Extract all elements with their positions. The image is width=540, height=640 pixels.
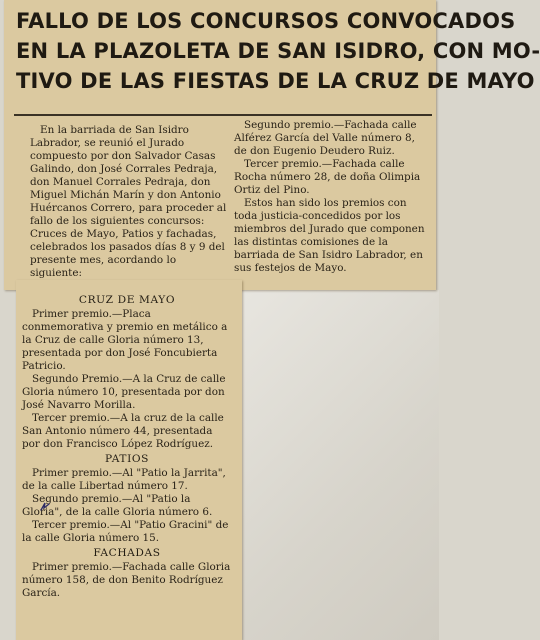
closing-paragraph: Estos han sido los premios con toda justicia-concedidos por los miembros del Jurado que componen las distintas comisiones de la barriada de San Isidro Labrador, en sus festejos de Mayo. bbox=[234, 197, 425, 274]
second-prize-facade: Segundo premio.—Fachada calle Alférez García del Valle número 8, de don Eugenio Deudero Ruiz. bbox=[234, 119, 417, 157]
patios-first-prize: Primer premio.—Al "Patio la Jarrita", de la calle Libertad número 17. bbox=[22, 467, 226, 492]
fachadas-first-prize: Primer premio.—Fachada calle Gloria número 158, de don Benito Rodríguez García. bbox=[22, 561, 231, 599]
intro-paragraph: En la barriada de San Isidro Labrador, se reunió el Jurado compuesto por don Salvador Casas Galindo, don José Corrales Pedraja, don Manuel Corrales Pedraja, don Miguel Michán Marín y don Antonio Huércanos Correro, para proceder al fallo de los siguientes concursos: Cruces de Mayo, Patios y fachadas, celebrados los pasados días 8 y 9 del presente mes, acordando lo siguiente: bbox=[30, 124, 227, 279]
cruz-second-prize: Segundo Premio.—A la Cruz de calle Gloria número 10, presentada por don José Navarro Morilla. bbox=[22, 373, 226, 411]
section-heading-patios: PATIOS bbox=[104, 453, 150, 465]
headline-line-3: TIVO DE LAS FIESTAS DE LA CRUZ DE MAYO bbox=[16, 69, 535, 93]
background-paper bbox=[232, 290, 439, 640]
headline-rule bbox=[14, 114, 432, 116]
prizes-column bbox=[22, 292, 232, 600]
section-heading-cruz: CRUZ DE MAYO bbox=[78, 294, 176, 306]
third-prize-facade: Tercer premio.—Fachada calle Rocha número 28, de doña Olimpia Ortiz del Pino. bbox=[234, 158, 421, 196]
section-heading-fachadas: FACHADAS bbox=[93, 547, 161, 559]
headline-line-1: FALLO DE LOS CONCURSOS CONVOCADOS bbox=[16, 9, 516, 33]
right-column bbox=[234, 119, 430, 275]
patios-third-prize: Tercer premio.—Al "Patio Gracini" de la calle Gloria número 15. bbox=[22, 519, 229, 544]
headline-line-2: EN LA PLAZOLETA DE SAN ISIDRO, CON MO- bbox=[16, 39, 540, 63]
headline bbox=[16, 6, 540, 96]
handwritten-mark bbox=[40, 501, 50, 513]
cruz-third-prize: Tercer premio.—A la cruz de la calle San Antonio número 44, presentada por don Francisco López Rodríguez. bbox=[22, 412, 224, 450]
patios-second-prize: Segundo premio.—Al "Patio la Gloria", de la calle Gloria número 6. bbox=[22, 493, 213, 518]
cruz-first-prize: Primer premio.—Placa conmemorativa y premio en metálico a la Cruz de calle Gloria número 13, presentada por don José Foncubierta Patricio. bbox=[22, 308, 228, 372]
intro-column bbox=[30, 124, 228, 280]
